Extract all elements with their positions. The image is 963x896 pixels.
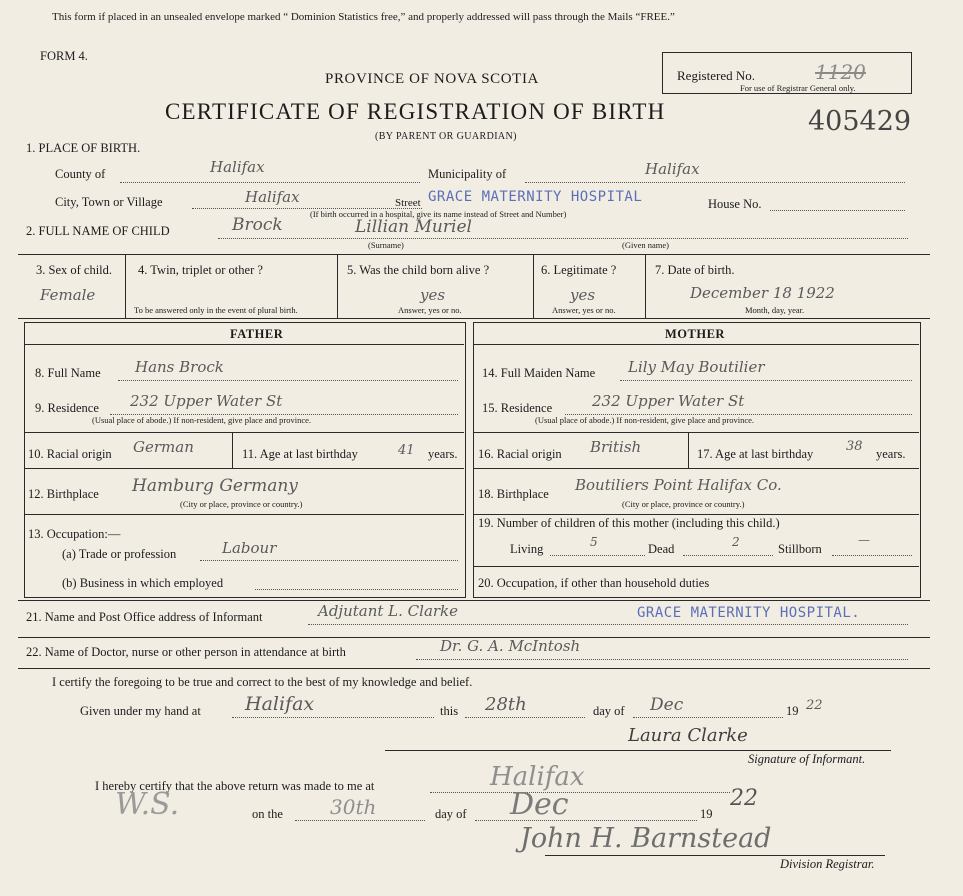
father-years: years. [428, 447, 458, 461]
given-place-value: Halifax [245, 693, 315, 715]
registrar-year-value: 22 [730, 786, 758, 811]
municipality-value: Halifax [645, 160, 700, 178]
mother-residence-value: 232 Upper Water St [592, 392, 745, 410]
attendant-label: 22. Name of Doctor, nurse or other person in attendance at birth [26, 645, 346, 659]
father-trade-value: Labour [222, 539, 277, 557]
registrar-line: I hereby certify that the above return was made to me at [95, 779, 375, 793]
born-alive-label: 5. Was the child born alive ? [347, 263, 490, 277]
father-occupation-label: 13. Occupation:— [28, 527, 121, 541]
certify-line: I certify the foregoing to be true and correct to the best of my knowledge and belief. [52, 675, 473, 689]
born-alive-note: Answer, yes or no. [398, 305, 462, 315]
father-birthplace-note: (City or place, province or country.) [180, 499, 303, 509]
house-no-label: House No. [708, 197, 762, 211]
father-heading: FATHER [230, 327, 284, 341]
father-racial-label: 10. Racial origin [28, 447, 112, 461]
given-under-label: Given under my hand at [80, 704, 201, 718]
given-name-caption: (Given name) [622, 240, 669, 250]
form-number: FORM 4. [40, 49, 88, 63]
this-label: this [440, 704, 459, 718]
father-residence-value: 232 Upper Water St [130, 392, 283, 410]
father-residence-note: (Usual place of abode.) If non-resident, give place and province. [92, 415, 312, 425]
sex-value: Female [40, 286, 96, 304]
registered-label: Registered No. [677, 68, 755, 83]
county-label: County of [55, 167, 106, 181]
living-label: Living [510, 542, 544, 556]
registrar-on-label: on the [252, 807, 283, 821]
registration-number: 405429 [808, 106, 912, 137]
dead-value: 2 [732, 535, 740, 549]
province-heading: PROVINCE OF NOVA SCOTIA [325, 71, 539, 87]
father-business-label: (b) Business in which employed [62, 576, 224, 590]
date-of-birth-value: December 18 1922 [690, 284, 835, 302]
mother-age-value: 38 [846, 439, 863, 454]
city-value: Halifax [245, 188, 300, 206]
mother-birthplace-note: (City or place, province or country.) [622, 499, 745, 509]
legitimate-note: Answer, yes or no. [552, 305, 616, 315]
cert-day-value: 28th [485, 694, 527, 715]
plural-birth-note: To be answered only in the event of plural birth. [134, 305, 298, 315]
legitimate-label: 6. Legitimate ? [541, 263, 617, 277]
living-value: 5 [590, 535, 598, 549]
mother-residence-label: 15. Residence [482, 401, 553, 415]
county-value: Halifax [210, 158, 265, 176]
mother-name-value: Lily May Boutilier [628, 358, 765, 376]
registrar-month-value: Dec [510, 787, 569, 822]
mother-residence-note: (Usual place of abode.) If non-resident, give place and province. [535, 415, 755, 425]
cert-month-value: Dec [650, 695, 684, 715]
informant-value: Adjutant L. Clarke [318, 602, 459, 620]
registrar-year-prefix: 19 [700, 807, 713, 821]
certificate-subtitle: (BY PARENT OR GUARDIAN) [375, 131, 517, 142]
mother-heading: MOTHER [665, 327, 725, 341]
stillborn-label: Stillborn [778, 542, 822, 556]
plural-birth-label: 4. Twin, triplet or other ? [138, 263, 263, 277]
mother-years: years. [876, 447, 906, 461]
father-residence-label: 9. Residence [35, 401, 99, 415]
father-age-label: 11. Age at last birthday [242, 447, 358, 461]
registrar-place-value: Halifax [490, 762, 585, 792]
city-label: City, Town or Village [55, 195, 163, 209]
father-age-value: 41 [398, 443, 415, 458]
cert-year-prefix: 19 [786, 704, 799, 718]
father-birthplace-value: Hamburg Germany [132, 476, 298, 496]
certificate-title: CERTIFICATE OF REGISTRATION OF BIRTH [165, 99, 666, 124]
dead-label: Dead [648, 542, 675, 556]
child-given-name: Lillian Muriel [355, 217, 472, 237]
place-of-birth-heading: 1. PLACE OF BIRTH. [26, 141, 141, 155]
cert-year-value: 22 [806, 698, 823, 713]
informant-stamp: GRACE MATERNITY HOSPITAL. [637, 605, 861, 621]
registrar-caption: Division Registrar. [780, 857, 875, 871]
street-value-stamp: GRACE MATERNITY HOSPITAL [428, 189, 643, 205]
hospital-note: (If birth occurred in a hospital, give its name instead of Street and Number) [310, 209, 567, 219]
mother-racial-value: British [590, 438, 642, 456]
stillborn-value: — [858, 533, 870, 547]
date-of-birth-label: 7. Date of birth. [655, 263, 735, 277]
registrar-day-value: 30th [330, 795, 377, 819]
born-alive-value: yes [420, 286, 446, 304]
father-name-label: 8. Full Name [35, 366, 101, 380]
father-birthplace-label: 12. Birthplace [28, 487, 99, 501]
mother-racial-label: 16. Racial origin [478, 447, 562, 461]
postal-notice: This form if placed in an unsealed envelope marked “ Dominion Statistics free,” and properly addressed will pass through the Mails “FREE.” [52, 11, 675, 23]
father-trade-label: (a) Trade or profession [62, 547, 177, 561]
mother-birthplace-value: Boutiliers Point Halifax Co. [575, 476, 782, 494]
registrar-day-of-label: day of [435, 807, 467, 821]
municipality-label: Municipality of [428, 167, 507, 181]
informant-label: 21. Name and Post Office address of Informant [26, 610, 263, 624]
street-label: Street [395, 197, 421, 209]
informant-signature: Laura Clarke [628, 725, 748, 746]
mother-name-label: 14. Full Maiden Name [482, 366, 596, 380]
registrar-signature: John H. Barnstead [520, 823, 772, 854]
surname-caption: (Surname) [368, 240, 404, 250]
mother-children-label: 19. Number of children of this mother (including this child.) [478, 516, 780, 530]
father-racial-value: German [133, 438, 194, 456]
attendant-value: Dr. G. A. McIntosh [440, 637, 581, 655]
father-name-value: Hans Brock [135, 358, 224, 376]
child-surname: Brock [232, 215, 283, 235]
registrar-initials: W.S. [115, 787, 180, 822]
informant-signature-caption: Signature of Informant. [748, 752, 866, 766]
date-of-birth-note: Month, day, year. [745, 305, 805, 315]
registered-crossed-value: 1120 [815, 60, 866, 84]
sex-label: 3. Sex of child. [36, 263, 113, 277]
legitimate-value: yes [570, 286, 596, 304]
cert-day-of-label: day of [593, 704, 625, 718]
registered-note: For use of Registrar General only. [740, 83, 856, 93]
full-name-heading: 2. FULL NAME OF CHILD [26, 224, 170, 238]
mother-occupation-label: 20. Occupation, if other than household duties [478, 576, 710, 590]
mother-birthplace-label: 18. Birthplace [478, 487, 549, 501]
mother-age-label: 17. Age at last birthday [697, 447, 814, 461]
